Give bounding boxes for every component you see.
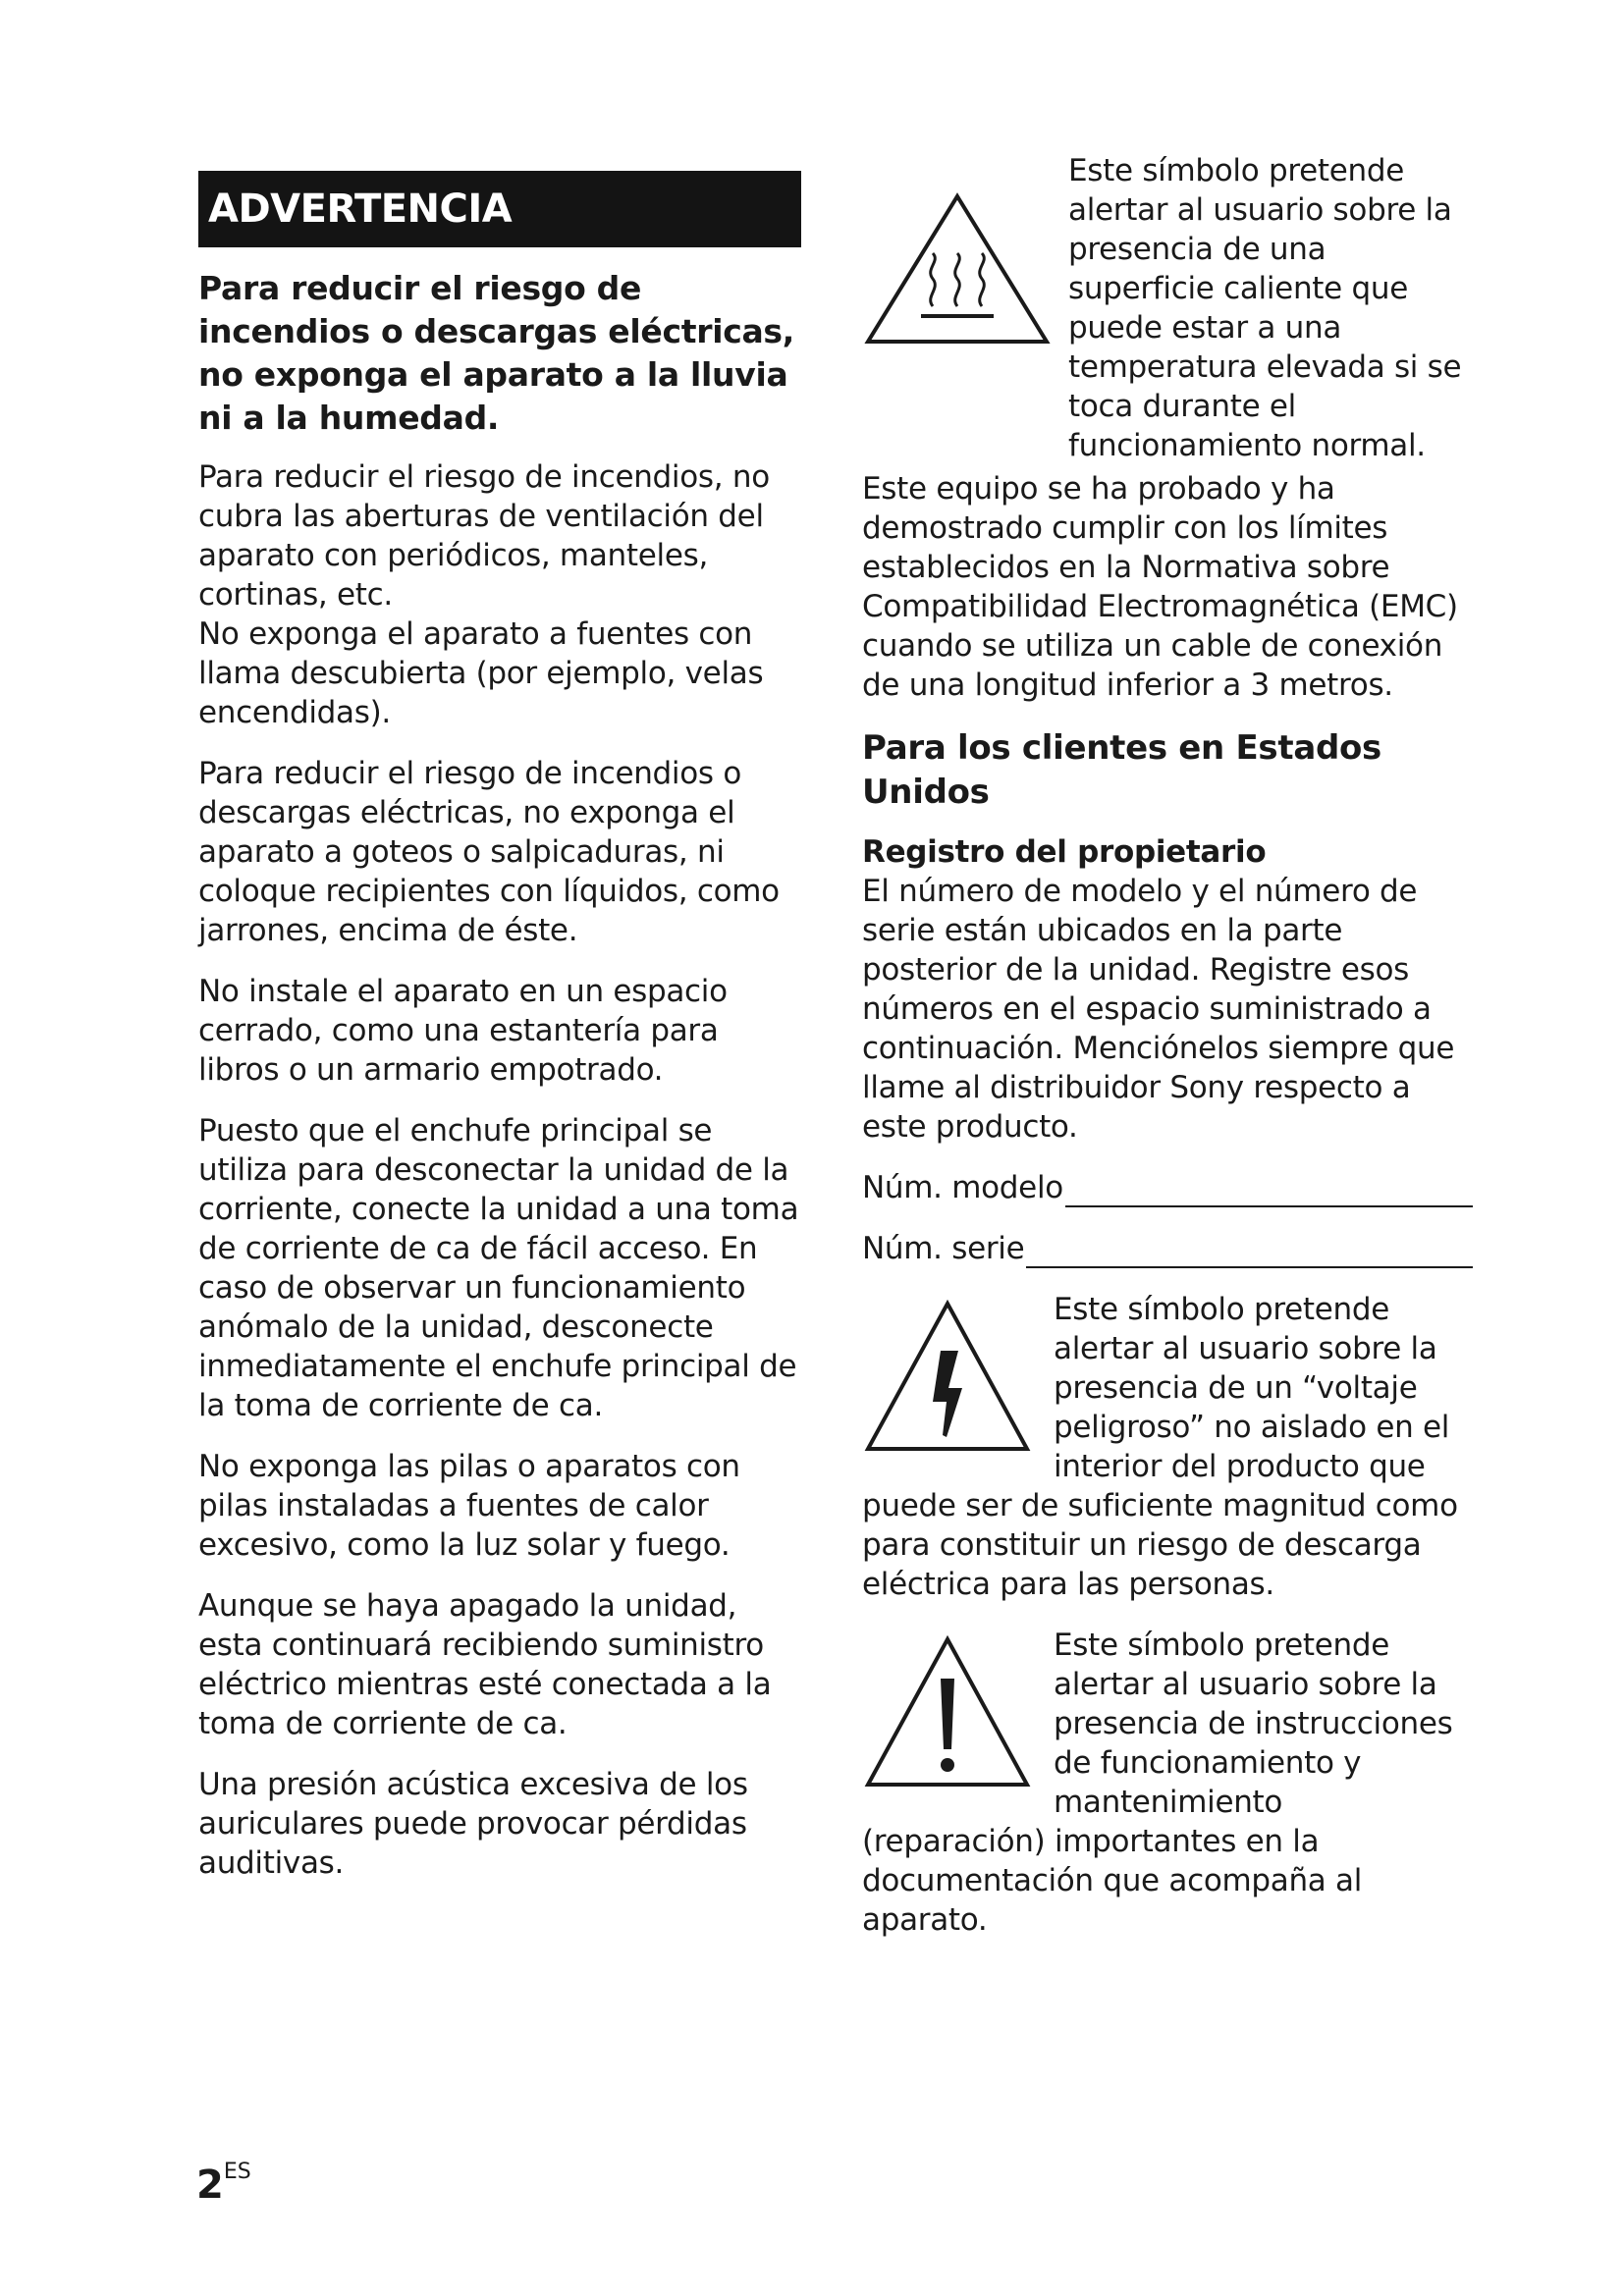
hot-surface-notice (862, 151, 1473, 465)
instructions-text: Este símbolo pretende alertar al usuario sobre la presencia de instrucciones de funcionamiento y mantenimiento (1054, 1628, 1453, 1820)
model-number-blank[interactable] (1065, 1168, 1473, 1207)
paragraph-emc: Este equipo se ha probado y ha demostrado cumplir con los límites establecidos en la Normativa sobre Compatibilidad Electromagnética (EMC) cuando se utiliza un cable de conexión de una longitud inferior a 3 metros. (862, 471, 1458, 703)
paragraph-liquids: Para reducir el riesgo de incendios o descargas eléctricas, no exponga el aparato a goteos o salpicaduras, ni coloque recipientes con líquidos, como jarrones, encima de éste. (198, 756, 780, 948)
dangerous-voltage-text: Este símbolo pretende alertar al usuario sobre la presencia de un “voltaje peligroso” no aislado en el interior del producto que (1054, 1292, 1450, 1484)
exclamation-warning-icon (864, 1635, 1031, 1790)
right-column (862, 153, 1473, 1961)
dangerous-voltage-text-cont: puede ser de suficiente magnitud como para constituir un riesgo de descarga eléctrica para las personas. (862, 1488, 1458, 1602)
paragraph-mains-plug: Puesto que el enchufe principal se utiliza para desconectar la unidad de la corriente, conecte la unidad a una toma de corriente de ca de fácil acceso. En caso de observar un funcionamiento anómalo de la unidad, desconecte inmediatamente el enchufe principal de la toma de corriente de ca. (198, 1113, 799, 1423)
page-number-value: 2 (196, 2163, 224, 2208)
model-number-field[interactable] (862, 1168, 1473, 1207)
paragraph-ventilation: Para reducir el riesgo de incendios, no cubra las aberturas de ventilación del aparato con periódicos, manteles, cortinas, etc. No exponga el aparato a fuentes con llama descubierta (por ejemplo, velas encendidas). (198, 459, 770, 730)
language-suffix: ES (223, 2160, 251, 2184)
lead-warning: Para reducir el riesgo de incendios o descargas eléctricas, no exponga el aparato a la lluvia ni a la humedad. (198, 269, 795, 437)
section-heading-us-customers: Para los clientes en Estados Unidos (862, 728, 1381, 812)
paragraph-standby-power: Aunque se haya apagado la unidad, esta continuará recibiendo suministro eléctrico mientras esté conectada a la toma de corriente de ca. (198, 1588, 772, 1741)
serial-number-blank[interactable] (1026, 1229, 1473, 1268)
page-number (196, 2160, 251, 2208)
paragraph-hearing: Una presión acústica excesiva de los auriculares puede provocar pérdidas auditivas. (198, 1767, 748, 1881)
left-column (198, 171, 801, 1904)
paragraph-batteries: No exponga las pilas o aparatos con pilas instaladas a fuentes de calor excesivo, como la luz solar y fuego. (198, 1449, 740, 1563)
model-number-label: Núm. modelo (862, 1170, 1063, 1205)
hot-surface-warning-icon (864, 190, 1051, 347)
serial-number-field[interactable] (862, 1229, 1473, 1268)
paragraph-enclosed-space: No instale el aparato en un espacio cerrado, como una estantería para libros o un armario empotrado. (198, 974, 728, 1088)
lightning-warning-icon (864, 1300, 1031, 1455)
instructions-text-cont: (reparación) importantes en la documentación que acompaña al aparato. (862, 1824, 1363, 1938)
subheading-owner-record: Registro del propietario (862, 834, 1267, 870)
instructions-notice (862, 1626, 1473, 1822)
hot-surface-text: Este símbolo pretende alertar al usuario sobre la presencia de una superficie caliente que puede estar a una temperatura elevada si se toca durante el funcionamiento normal. (1068, 153, 1462, 463)
paragraph-owner-record: El número de modelo y el número de serie están ubicados en la parte posterior de la unidad. Registre esos números en el espacio suministrado a continuación. Menciónelos siempre que llame al distribuidor Sony respecto a este producto. (862, 874, 1455, 1145)
serial-number-label: Núm. serie (862, 1231, 1025, 1266)
warning-banner: ADVERTENCIA (198, 171, 801, 247)
dangerous-voltage-notice (862, 1290, 1473, 1486)
